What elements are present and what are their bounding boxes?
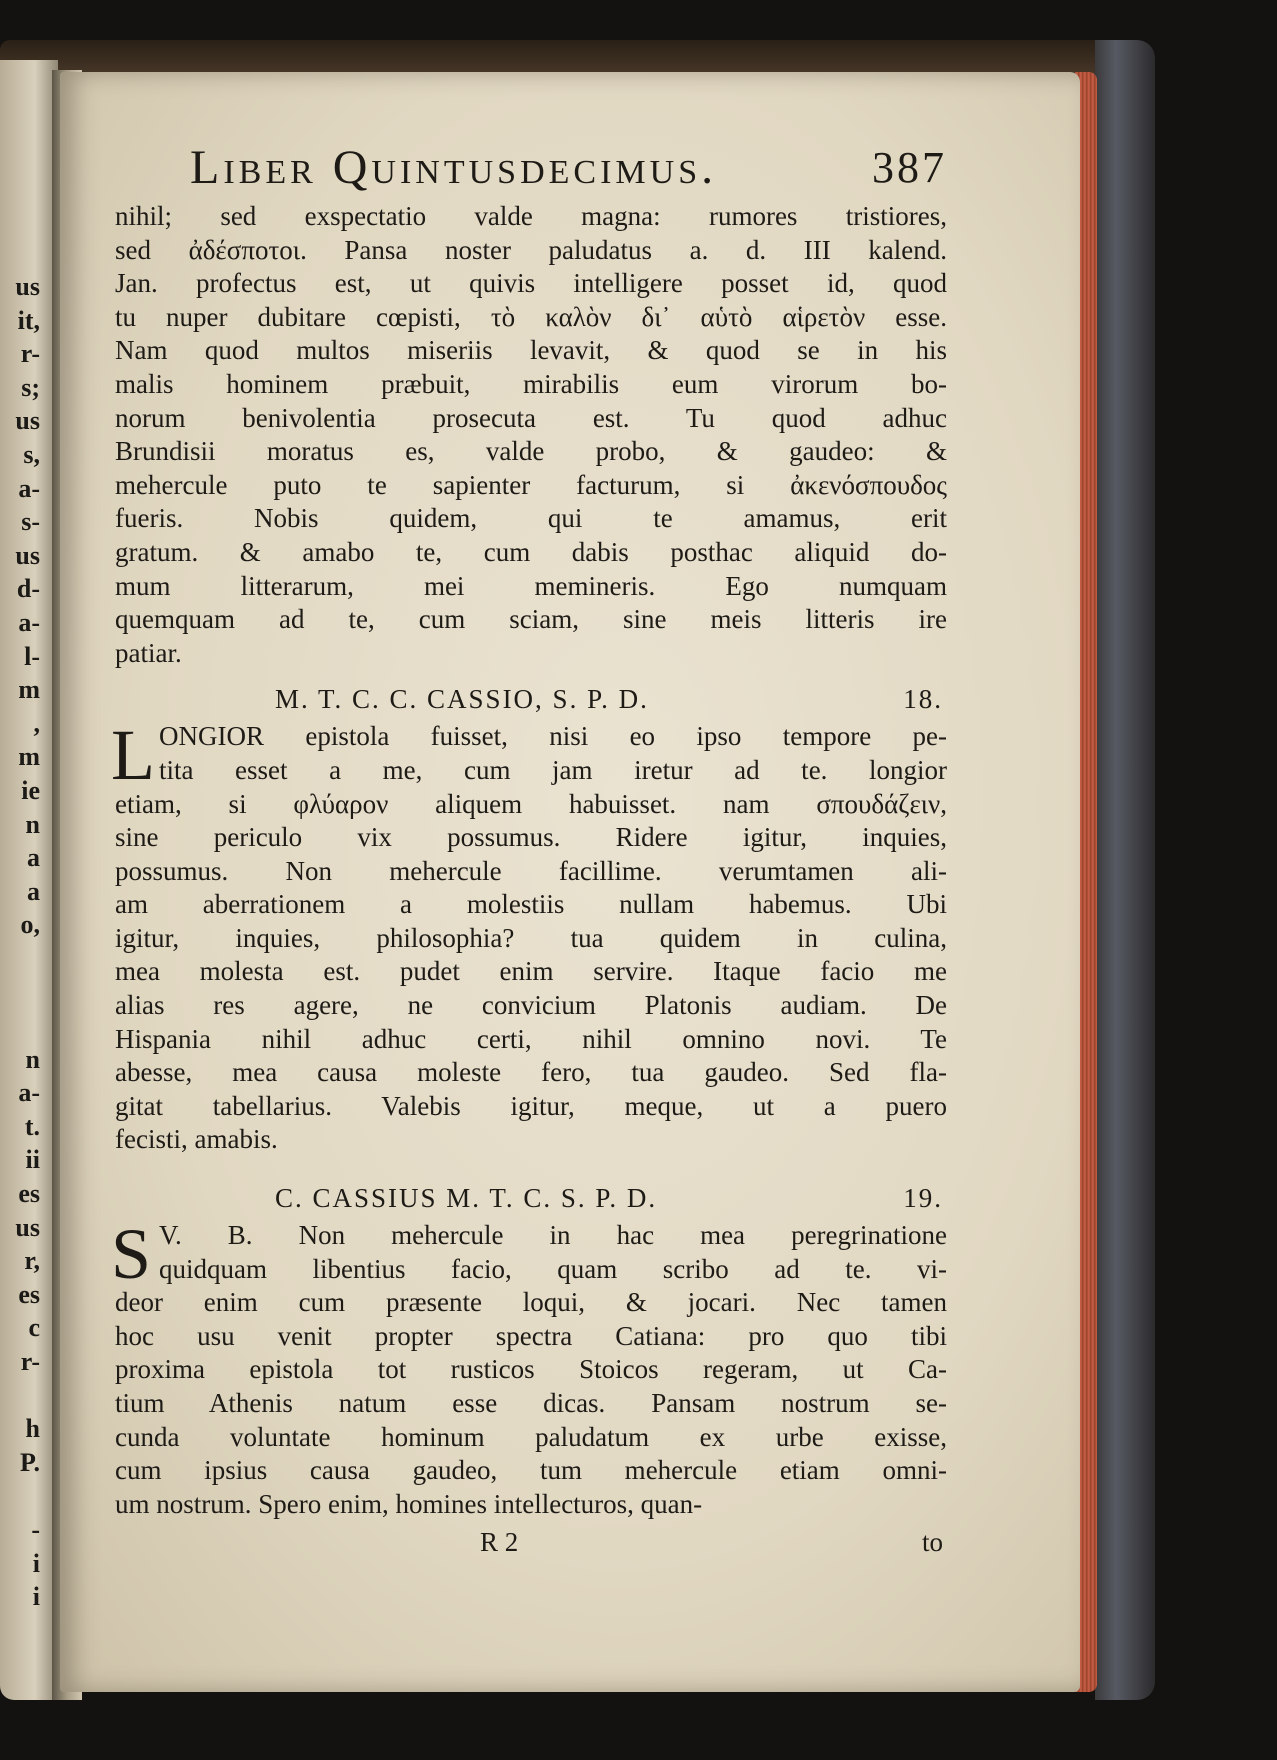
text-line: Hispania nihil adhuc certi, nihil omnino novi. Te (115, 1023, 947, 1054)
left-page-fragment: h (25, 1414, 40, 1444)
left-page-edge (0, 60, 58, 1700)
left-page-fragment (0, 942, 40, 976)
left-page-fragment: us (15, 1212, 40, 1242)
text-line: etiam, si φλύαρον aliquem habuisset. nam σπουδάζειν, (115, 788, 947, 819)
left-page-fragment: l- (24, 641, 40, 671)
text-line: quidquam libentius facio, quam scribo ad te. vi- (159, 1253, 947, 1284)
text-line: cum ipsius causa gaudeo, tum mehercule etiam omni- (115, 1455, 947, 1486)
left-page-fragment: d- (16, 574, 40, 604)
left-page-fragment: c (28, 1313, 40, 1343)
letter-19-number: 19. (903, 1183, 943, 1214)
left-page-fragment: us (15, 406, 40, 436)
left-page-fragment: a- (18, 1078, 40, 1108)
text-line: malis hominem præbuit, mirabilis eum virorum bo- (115, 368, 947, 399)
text-line: Jan. profectus est, ut quivis intelligere posset id, quod (115, 268, 947, 299)
book-cover-right (1095, 40, 1155, 1700)
text-line: mea molesta est. pudet enim servire. Itaque facio me (115, 956, 947, 987)
left-page-fragment: ii (25, 1145, 40, 1175)
left-page-fragment: a (27, 876, 40, 906)
left-page-fragment: ie (21, 775, 40, 805)
text-line: um nostrum. Spero enim, homines intellecturos, quan- (115, 1488, 703, 1519)
left-page-fragment: t. (24, 1111, 40, 1141)
text-line: mum litterarum, mei memineris. Ego numquam (115, 570, 947, 601)
text-line: tu nuper dubitare cœpisti, τὸ καλὸν δι᾽ αὑτὸ αἱρετὸν esse. (115, 301, 947, 332)
text-line: gratum. & amabo te, cum dabis posthac aliquid do- (115, 536, 947, 567)
left-page-fragment: s; (21, 372, 40, 402)
text-line: possumus. Non mehercule facillime. verumtamen ali- (115, 855, 947, 886)
text-line: ONGIOR epistola fuisset, nisi eo ipso tempore pe- (159, 721, 947, 752)
text-line: am aberrationem a molestiis nullam habemus. Ubi (115, 889, 947, 920)
text-line: cunda voluntate hominum paludatum ex urbe exisse, (115, 1421, 947, 1452)
text-line: sine periculo vix possumus. Ridere igitur, inquies, (115, 822, 947, 853)
running-title: Liber Quintusdecimus. (190, 141, 718, 194)
text-line: mehercule puto te sapienter facturum, si ἀκενόσπουδος (115, 469, 947, 500)
left-page-fragment: a- (18, 473, 40, 503)
text-line: tium Athenis natum esse dicas. Pansam nostrum se- (115, 1388, 947, 1418)
catchword: to (921, 1527, 943, 1558)
left-page-fragment: es (18, 1179, 40, 1209)
left-page-fragment: us (15, 540, 40, 570)
letter-18-heading (115, 670, 947, 720)
letter-18-dropcap: L (111, 715, 155, 796)
letter-19-salutation: C. CASSIUS M. T. C. S. P. D. (275, 1183, 658, 1214)
left-page-fragment: n (25, 809, 40, 839)
left-page-fragment: r- (20, 1347, 40, 1376)
left-page-fragment: r, (24, 1246, 40, 1276)
text-line: patiar. (115, 637, 182, 668)
left-page-fragment: - (31, 1514, 40, 1544)
left-page-fragment: n (25, 1044, 40, 1074)
letter-19-dropcap: S (111, 1214, 152, 1295)
text-line: fueris. Nobis quidem, qui te amamus, erit (115, 503, 947, 534)
letter-18-number: 18. (903, 684, 943, 715)
text-line: gitat tabellarius. Valebis igitur, meque, ut a puero (115, 1090, 947, 1121)
left-page-fragment: a (27, 843, 40, 873)
page-content (111, 120, 947, 1561)
left-page-fragment (0, 1479, 40, 1513)
page-footer (115, 1521, 947, 1561)
text-line: alias res agere, ne convicium Platonis audiam. De (115, 990, 947, 1021)
left-page-fragment: P. (20, 1447, 40, 1477)
left-page-fragment (0, 1009, 40, 1043)
text-line: V. B. Non mehercule in hac mea peregrinatione (159, 1220, 947, 1251)
signature-mark: R 2 (480, 1527, 519, 1558)
text-line: tita esset a me, cum jam iretur ad te. longior (159, 754, 947, 785)
letter-19-heading (115, 1169, 947, 1219)
left-page-fragment (0, 975, 40, 1009)
left-page-fragment: i (32, 1548, 40, 1578)
left-page-text-fragments (0, 270, 40, 1614)
letter-18-body (111, 715, 947, 1157)
left-page-fragment: us (15, 272, 40, 301)
left-page-fragment: it, (17, 305, 40, 335)
left-page-fragment: a- (18, 607, 40, 637)
left-page-fragment: s, (23, 439, 40, 469)
left-page-fragment: s- (21, 507, 40, 537)
left-page-fragment (0, 1379, 40, 1413)
letter-19-body (111, 1214, 947, 1521)
left-page-fragment: es (18, 1279, 40, 1309)
text-line: sed ἀδέσποτοι. Pansa noster paludatus a. d. III kalend. (115, 234, 947, 265)
page-header (115, 120, 947, 200)
left-page-fragment: r- (20, 339, 40, 369)
letter-18-salutation: M. T. C. C. CASSIO, S. P. D. (275, 684, 649, 715)
left-page-fragment: m (18, 742, 40, 772)
left-page-fragment: i (32, 1582, 40, 1612)
text-line: deor enim cum præsente loqui, & jocari. Nec tamen (115, 1287, 947, 1318)
text-line: hoc usu venit propter spectra Catiana: pro quo tibi (115, 1320, 947, 1351)
text-line: nihil; sed exspectatio valde magna: rumores tristiores, (115, 201, 947, 231)
text-line: quemquam ad te, cum sciam, sine meis litteris ire (115, 604, 947, 635)
text-line: fecisti, amabis. (115, 1124, 278, 1155)
text-line: igitur, inquies, philosophia? tua quidem in culina, (115, 922, 947, 953)
text-line: Brundisii moratus es, valde probo, & gaudeo: & (115, 436, 947, 467)
letter-17-ending (115, 200, 947, 670)
left-page-fragment: , (33, 708, 40, 738)
left-page-fragment: o, (20, 910, 40, 940)
page-number: 387 (872, 143, 947, 192)
text-line: abesse, mea causa moleste fero, tua gaudeo. Sed fla- (115, 1057, 947, 1088)
text-line: Nam quod multos miseriis levavit, & quod se in his (115, 335, 947, 366)
text-line: proxima epistola tot rusticos Stoicos regeram, ut Ca- (115, 1354, 947, 1385)
text-line: norum benivolentia prosecuta est. Tu quod adhuc (115, 402, 947, 433)
left-page-fragment: m (18, 675, 40, 705)
